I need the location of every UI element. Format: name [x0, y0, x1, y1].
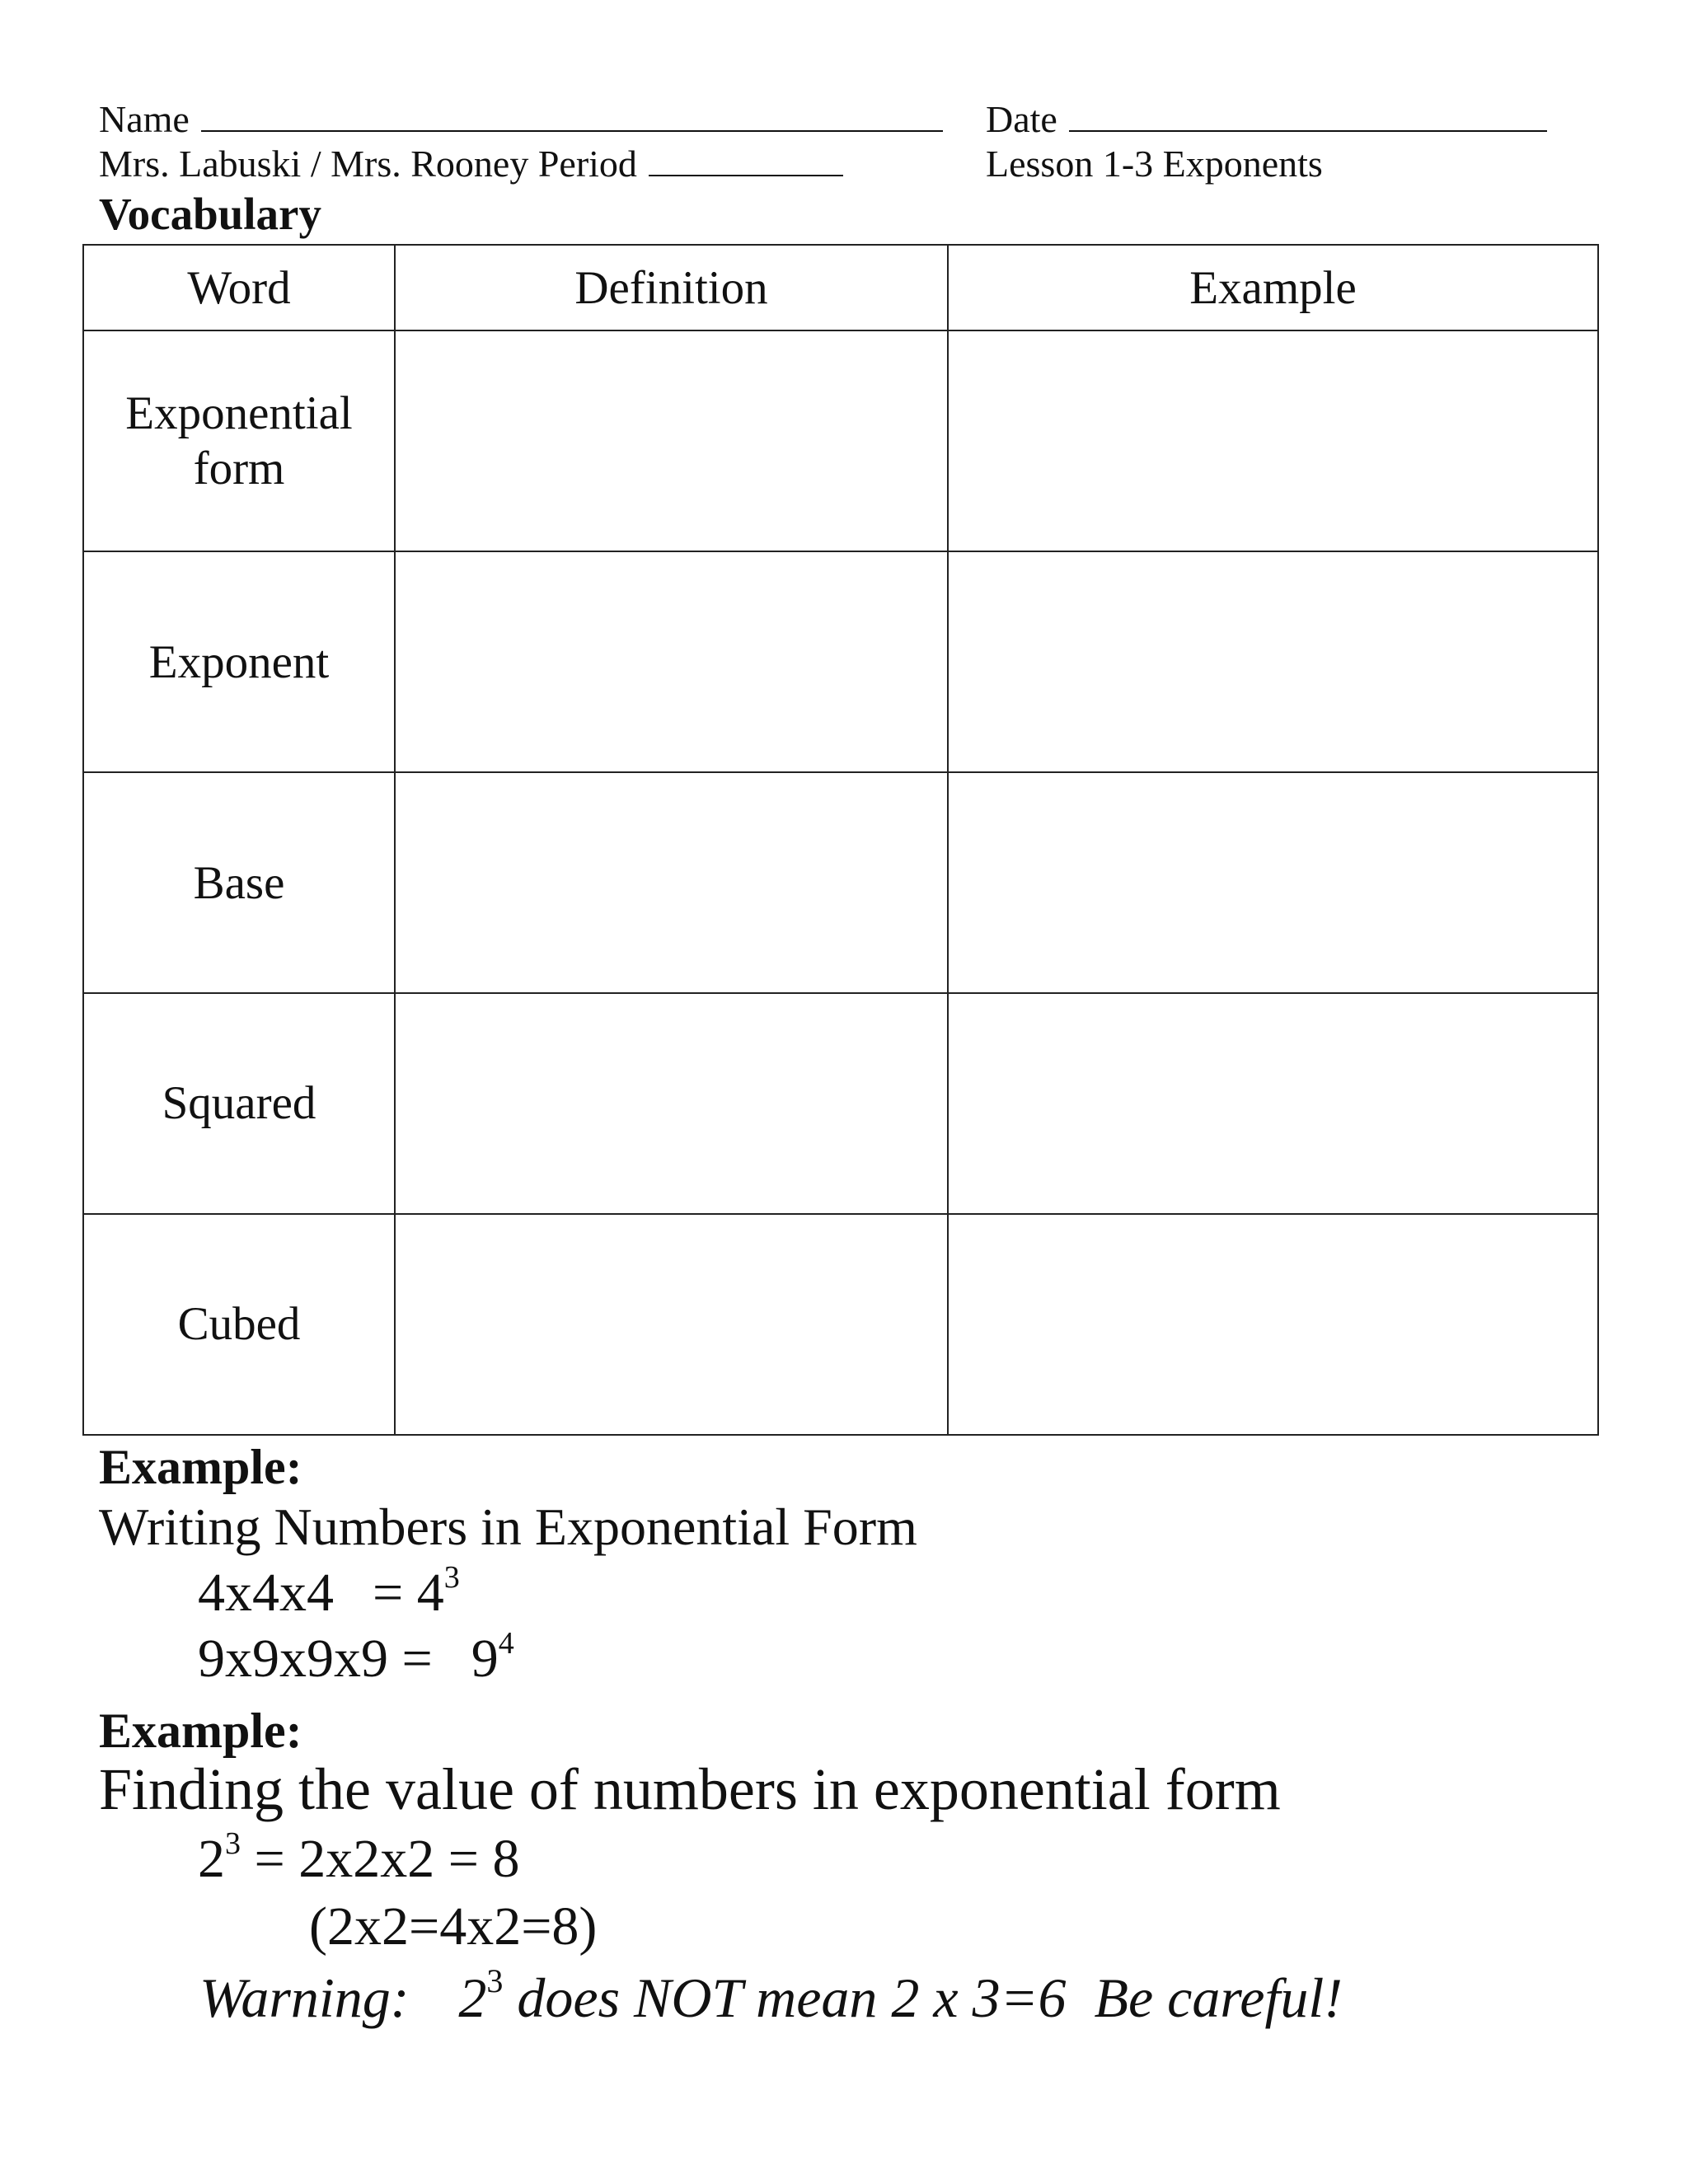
name-blank[interactable]: [201, 130, 943, 132]
example1-line2-expr: 9x9x9x9: [198, 1629, 388, 1689]
table-row: [83, 1214, 1598, 1435]
period-blank[interactable]: [649, 175, 843, 176]
teacher-period-label: Mrs. Labuski / Mrs. Rooney Period: [99, 143, 637, 185]
column-header-definition: Definition: [395, 245, 948, 330]
example2-line1-exp: 3: [225, 1826, 241, 1861]
word-exponential-form: Exponential form: [125, 387, 353, 495]
name-field: [99, 97, 943, 141]
word-exponent: Exponent: [148, 635, 330, 688]
word-cubed: Cubed: [177, 1298, 301, 1351]
example-cell[interactable]: [948, 993, 1598, 1214]
table-row: [83, 993, 1598, 1214]
word-squared: Squared: [162, 1077, 316, 1130]
definition-cell[interactable]: [395, 330, 948, 551]
word-cell: [83, 772, 395, 993]
example1-line2-eq: =: [401, 1629, 433, 1689]
warning-label: Warning:: [199, 1966, 410, 2029]
definition-cell[interactable]: [395, 993, 948, 1214]
word-cell: [83, 551, 395, 772]
example-cell[interactable]: [948, 1214, 1598, 1435]
warning-base: 2: [458, 1966, 487, 2029]
example1-heading: Example:: [99, 1440, 302, 1494]
column-header-example: Example: [948, 245, 1598, 330]
lesson-title: Lesson 1-3 Exponents: [986, 143, 1323, 185]
example2-subtitle: Finding the value of numbers in exponential form: [99, 1756, 1281, 1822]
word-base: Base: [193, 856, 285, 909]
date-label: Date: [986, 98, 1057, 140]
column-header-word: Word: [83, 245, 395, 330]
definition-cell[interactable]: [395, 551, 948, 772]
example-cell[interactable]: [948, 551, 1598, 772]
example2-line1-base: 2: [198, 1829, 225, 1889]
word-cell: [83, 1214, 395, 1435]
date-field: [986, 97, 1547, 141]
vocabulary-heading: Vocabulary: [99, 189, 321, 239]
example2-line2: (2x2=4x2=8): [309, 1896, 598, 1957]
definition-cell[interactable]: [395, 1214, 948, 1435]
word-cell: [83, 993, 395, 1214]
definition-cell[interactable]: [395, 772, 948, 993]
example1-line1-base: 4: [416, 1563, 444, 1623]
example2-line1-rest: = 2x2x2 = 8: [254, 1829, 520, 1889]
example1-line2-base: 9: [471, 1629, 499, 1689]
name-label: Name: [99, 98, 190, 140]
table-header-row: [83, 245, 1598, 330]
example2-heading: Example:: [99, 1704, 302, 1758]
table-row: [83, 551, 1598, 772]
table-row: [83, 330, 1598, 551]
example1-line1-eq: =: [373, 1563, 404, 1623]
example1-line2-exp: 4: [498, 1626, 514, 1661]
teacher-period-field: [99, 142, 843, 185]
example-cell[interactable]: [948, 772, 1598, 993]
example1-line1-expr: 4x4x4: [198, 1563, 334, 1623]
warning-exp: 3: [486, 1962, 504, 1999]
example2-line1: [198, 1828, 519, 1891]
example1-line2: [198, 1628, 514, 1690]
word-cell: [83, 330, 395, 551]
warning-note: [199, 1962, 1343, 2031]
example1-line1: [198, 1562, 460, 1624]
date-blank[interactable]: [1069, 130, 1547, 132]
example1-subtitle: Writing Numbers in Exponential Form: [99, 1497, 917, 1556]
example-cell[interactable]: [948, 330, 1598, 551]
example1-line1-exp: 3: [443, 1560, 460, 1595]
table-row: [83, 772, 1598, 993]
warning-text: does NOT mean 2 x 3=6 Be careful!: [517, 1966, 1343, 2029]
vocabulary-table: [82, 244, 1599, 1436]
